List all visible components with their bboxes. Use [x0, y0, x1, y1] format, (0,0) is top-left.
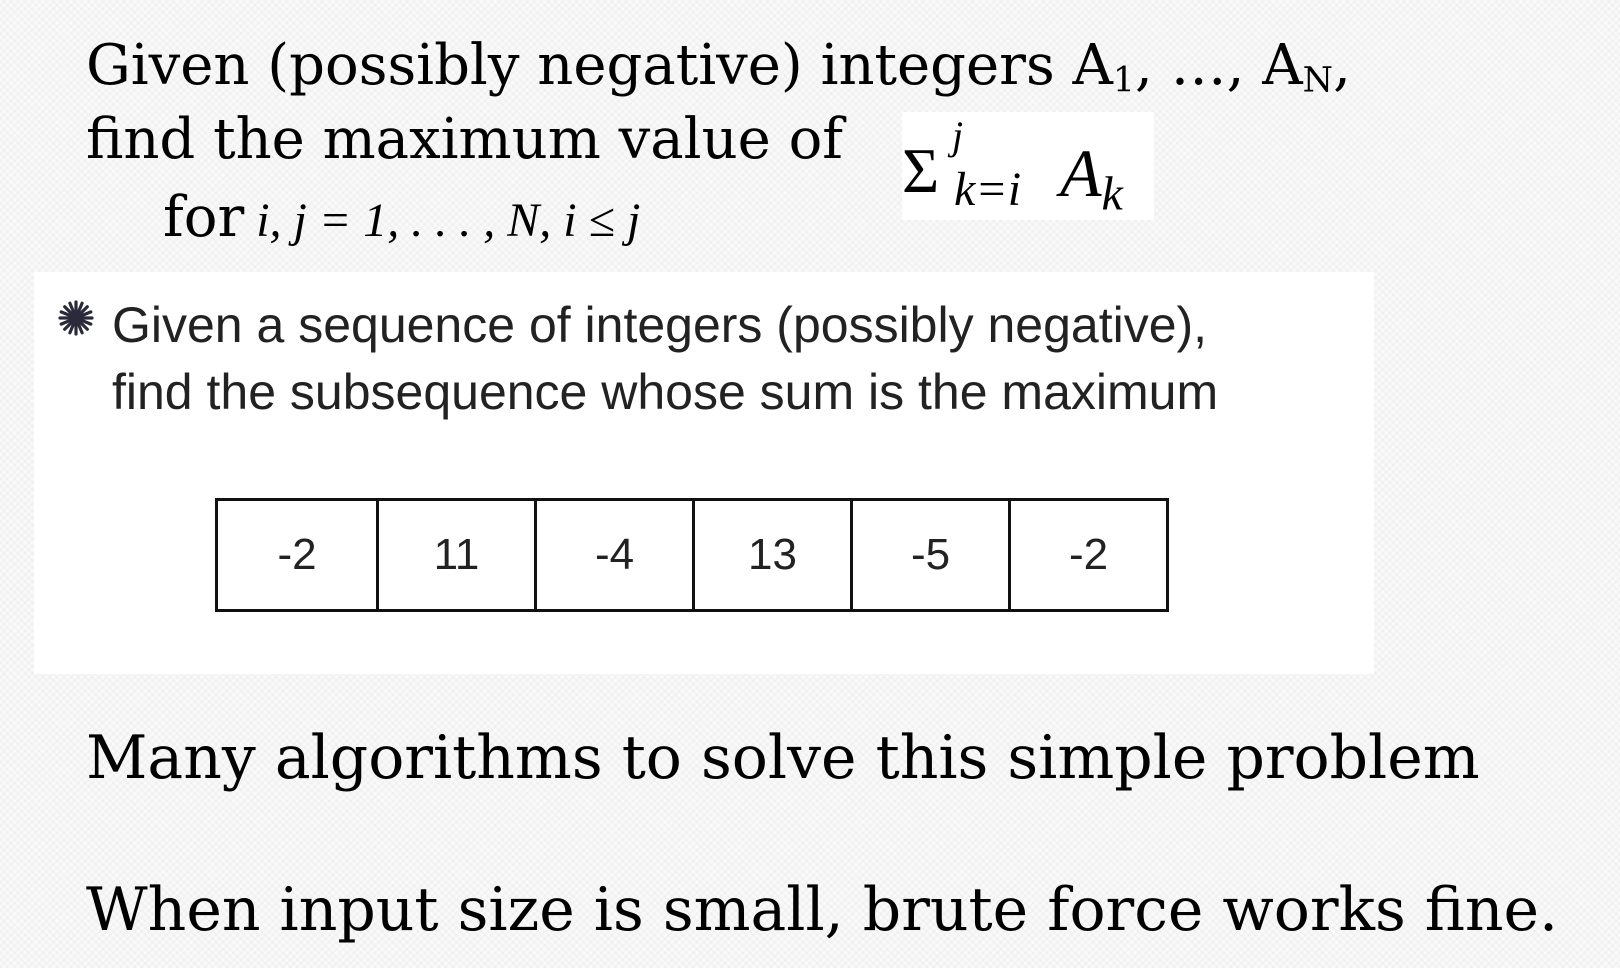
index-range-formula: i, j = 1, . . . , N, i ≤ j: [256, 194, 641, 247]
note-brute-force: When input size is small, brute force works fine.: [86, 875, 1559, 945]
array-cell: 11: [376, 501, 534, 609]
array-cell: 13: [692, 501, 850, 609]
array-cell: -2: [1008, 501, 1166, 609]
array-cell: -2: [277, 530, 317, 579]
for-keyword: for: [163, 185, 245, 250]
array-cell: -5: [850, 501, 1008, 609]
sum-upper-limit: j: [952, 113, 964, 158]
array-cell: -4: [534, 501, 692, 609]
sum-formula: [902, 112, 1154, 220]
sum-term-base: A: [1060, 135, 1102, 211]
problem-line-3: [163, 185, 641, 250]
asterisk-bullet-icon: [56, 298, 96, 338]
figure-text-line-2: find the subsequence whose sum is the maximum: [112, 364, 1219, 420]
sequence-array: [215, 498, 1169, 612]
sum-term-subscript: k: [1101, 167, 1123, 221]
sum-term: [1060, 134, 1123, 221]
sum-lower-limit: k=i: [954, 163, 1022, 216]
problem-line-1: [86, 33, 1351, 101]
problem-line-1-mid: , …, A: [1135, 33, 1303, 98]
problem-line-2: find the maximum value of: [86, 107, 844, 172]
note-many-algorithms: Many algorithms to solve this simple problem: [86, 723, 1480, 793]
subscript-n: N: [1302, 60, 1334, 101]
figure-description: [112, 292, 1218, 426]
problem-line-1-lead: Given (possibly negative) integers A: [86, 33, 1113, 98]
problem-line-1-tail: ,: [1333, 33, 1351, 98]
subscript-1: 1: [1112, 60, 1136, 101]
figure-text-line-1: Given a sequence of integers (possibly negative),: [112, 297, 1208, 353]
sigma-symbol: Σ: [902, 135, 940, 206]
figure-panel: [34, 272, 1374, 674]
